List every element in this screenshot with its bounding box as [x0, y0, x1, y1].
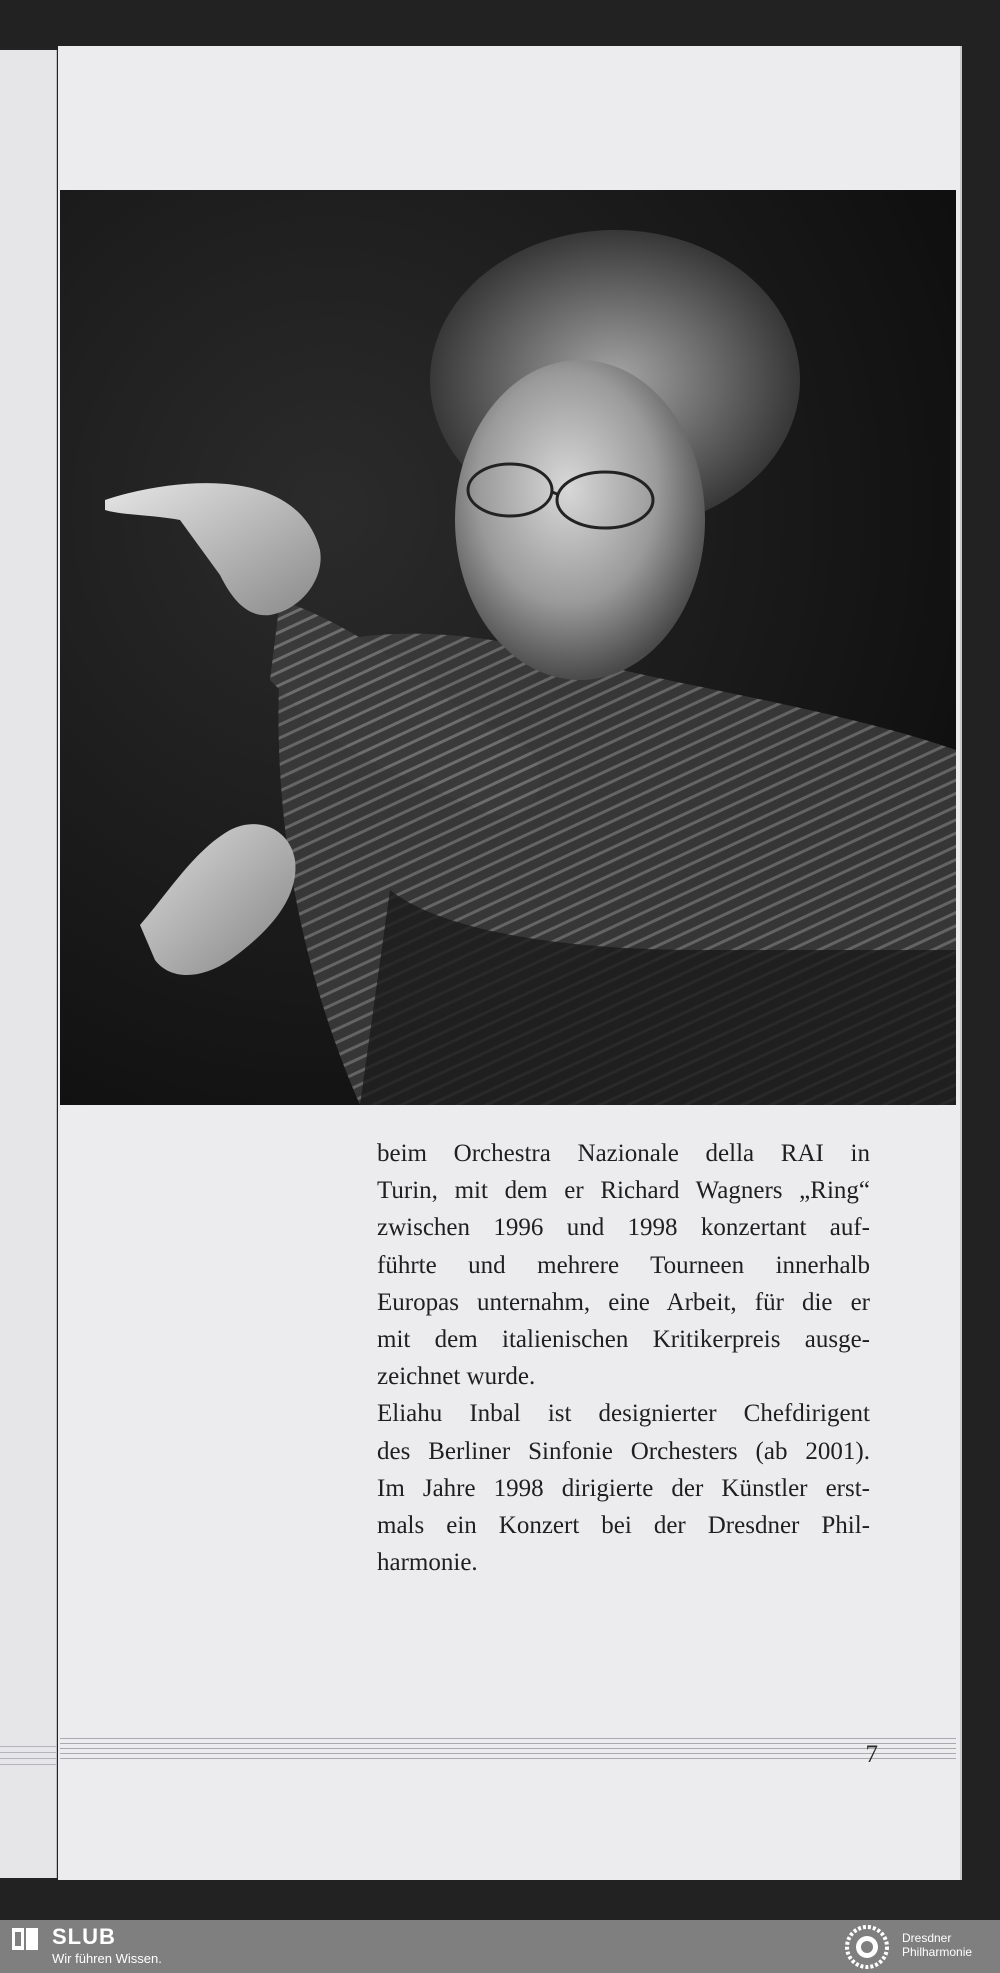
biography-text — [377, 1135, 870, 1581]
partner-name-line: Philharmonie — [902, 1945, 973, 1959]
conductor-photo — [60, 190, 956, 1105]
page-footer-rules — [60, 1738, 956, 1778]
text-line: Turin, mit dem er Richard Wagners „Ring“ — [377, 1177, 870, 1205]
text-line: harmonie. — [377, 1549, 478, 1577]
facing-page-edge — [0, 50, 57, 1878]
text-line: führte und mehrere Tourneen innerhalb — [377, 1251, 870, 1279]
text-line: Europas unternahm, eine Arbeit, für die er — [377, 1288, 870, 1316]
partner-name — [902, 1931, 998, 1959]
partner-name-line: Dresdner — [902, 1931, 952, 1945]
slub-logo-icon — [12, 1928, 38, 1950]
text-line: zwischen 1996 und 1998 konzertant auf- — [377, 1214, 870, 1242]
text-line: beim Orchestra Nazionale della RAI in — [377, 1140, 870, 1167]
philharmonie-logo-icon — [842, 1923, 892, 1970]
text-line: zeichnet wurde. — [377, 1363, 536, 1391]
text-line: Im Jahre 1998 dirigierte der Künstler erst- — [377, 1474, 870, 1502]
text-line: Eliahu Inbal ist designierter Chefdirigent — [377, 1400, 870, 1428]
text-line: mit dem italienischen Kritikerpreis ausge- — [377, 1326, 870, 1354]
text-line: mals ein Konzert bei der Dresdner Phil- — [377, 1512, 870, 1540]
page-number: 7 — [865, 1741, 878, 1768]
library-name: SLUB — [52, 1924, 116, 1949]
viewer-footer — [0, 1920, 1000, 1973]
library-tagline: Wir führen Wissen. — [52, 1951, 162, 1966]
text-line: des Berliner Sinfonie Orchesters (ab 2001). — [377, 1437, 870, 1465]
